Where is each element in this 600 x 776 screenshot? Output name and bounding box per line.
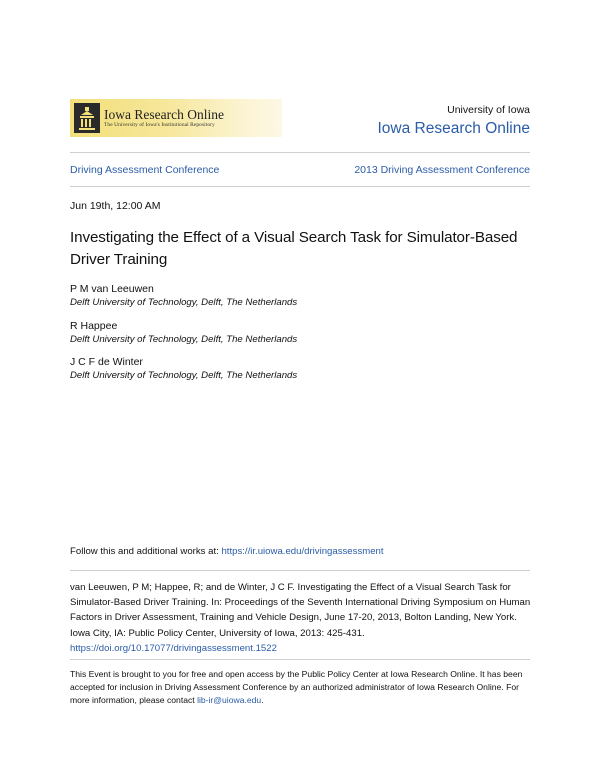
event-date: Jun 19th, 12:00 AM: [70, 200, 161, 212]
notice-suffix: .: [261, 695, 264, 706]
iowa-research-online-logo[interactable]: [70, 99, 282, 137]
nav-divider: [70, 186, 530, 187]
university-name: University of Iowa: [447, 104, 530, 116]
capitol-building-icon: [74, 103, 100, 133]
author-affiliation: Delft University of Technology, Delft, The Netherlands: [70, 334, 298, 345]
contact-email-link[interactable]: lib-ir@uiowa.edu: [197, 695, 262, 706]
access-notice: [70, 668, 532, 708]
conference-link[interactable]: Driving Assessment Conference: [70, 164, 220, 176]
citation-text: van Leeuwen, P M; Happee, R; and de Winter, J C F. Investigating the Effect of a Visual Search Task for Simulator-Based Driver Training. In: Proceedings of the Seventh International Driving Symposium on Human Factors in Driver Assessment, Training and Vehicle Design, June 17-20, 2013, Bolton Landing, New York. Iowa City, IA: Public Policy Center, University of Iowa, 2013: 425-431.: [70, 582, 531, 639]
author-name: R Happee: [70, 320, 118, 332]
conference-year-link[interactable]: 2013 Driving Assessment Conference: [354, 164, 530, 176]
citation-divider: [70, 570, 530, 571]
author-affiliation: Delft University of Technology, Delft, The Netherlands: [70, 370, 298, 381]
recommended-citation: [70, 580, 532, 656]
follow-prefix: Follow this and additional works at:: [70, 546, 222, 557]
author-name: J C F de Winter: [70, 356, 143, 368]
author-affiliation: Delft University of Technology, Delft, The Netherlands: [70, 297, 298, 308]
follow-line: [70, 546, 384, 557]
paper-title: Investigating the Effect of a Visual Search Task for Simulator-Based Driver Training: [70, 229, 518, 268]
logo-subtitle: The University of Iowa's Institutional Repository: [104, 122, 215, 129]
logo-text: [104, 108, 224, 129]
header-divider: [70, 152, 530, 153]
notice-divider: [70, 659, 530, 660]
author-name: P M van Leeuwen: [70, 283, 154, 295]
collection-link[interactable]: https://ir.uiowa.edu/drivingassessment: [221, 546, 384, 557]
doi-link[interactable]: https://doi.org/10.17077/drivingassessment.1522: [70, 642, 277, 654]
logo-title: Iowa Research Online: [104, 106, 224, 122]
notice-text: This Event is brought to you for free and open access by the Public Policy Center at Iowa Research Online. It has been accepted for inclusion in Driving Assessment Conference by an authorized administrator of Iowa Research Online. For more information, please contact: [70, 669, 523, 706]
repository-link[interactable]: Iowa Research Online: [377, 120, 530, 137]
